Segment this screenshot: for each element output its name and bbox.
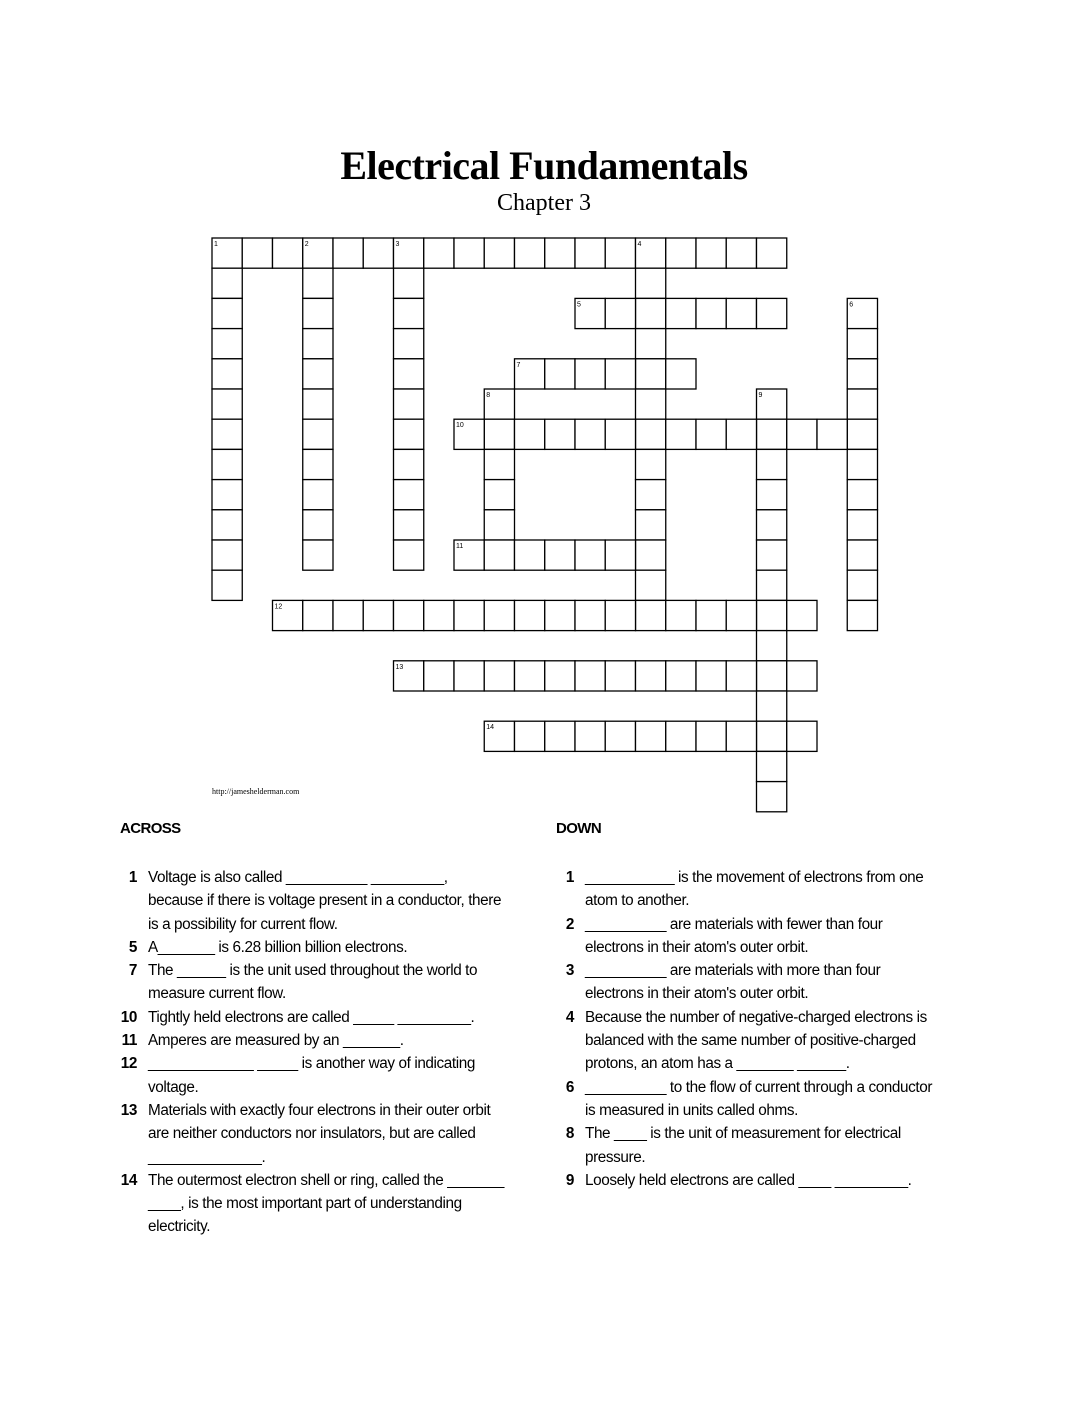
grid-cell[interactable] — [454, 661, 484, 691]
grid-clue-number: 2 — [304, 241, 309, 248]
grid-clue-number: 13 — [395, 663, 404, 671]
grid-cell[interactable] — [666, 661, 696, 691]
page-subtitle: Chapter 3 — [497, 190, 591, 216]
clue-text: __________ are materials with fewer than four electrons in their atom's outer orbit. — [585, 915, 883, 956]
grid-cell[interactable] — [212, 540, 242, 570]
grid-cell[interactable] — [847, 329, 877, 359]
grid-cell[interactable] — [847, 600, 877, 630]
clue-text: __________ are materials with more than four electrons in their atom's outer orbit. — [585, 962, 881, 1003]
grid-cell[interactable] — [847, 298, 877, 328]
grid-cell[interactable] — [726, 298, 756, 328]
clue-number: 1 — [565, 869, 574, 886]
grid-cell[interactable] — [575, 721, 605, 751]
grid-cell[interactable] — [484, 721, 514, 751]
grid-cell[interactable] — [605, 238, 635, 268]
clue-text: Loosely held electrons are called ____ _________. — [585, 1171, 912, 1189]
grid-cell[interactable] — [757, 540, 787, 570]
grid-cell[interactable] — [484, 419, 514, 449]
grid-cell[interactable] — [575, 298, 605, 328]
grid-cell[interactable] — [757, 449, 787, 479]
grid-cell[interactable] — [394, 449, 424, 479]
grid-cell[interactable] — [787, 721, 817, 751]
grid-cell[interactable] — [454, 419, 484, 449]
grid-cell[interactable] — [303, 389, 333, 419]
grid-cell[interactable] — [696, 721, 726, 751]
grid-cell[interactable] — [605, 721, 635, 751]
grid-cell[interactable] — [424, 661, 454, 691]
grid-cell[interactable] — [787, 600, 817, 630]
grid-cell[interactable] — [847, 510, 877, 540]
clue-item — [118, 866, 506, 936]
grid-cell[interactable] — [303, 419, 333, 449]
grid-cell[interactable] — [515, 600, 545, 630]
grid-cell[interactable] — [575, 359, 605, 389]
grid-cell[interactable] — [726, 238, 756, 268]
across-heading: ACROSS — [120, 820, 181, 837]
grid-cell[interactable] — [666, 419, 696, 449]
grid-cell[interactable] — [757, 600, 787, 630]
grid-cell[interactable] — [636, 238, 666, 268]
grid-cell[interactable] — [666, 298, 696, 328]
grid-cell[interactable] — [484, 238, 514, 268]
grid-cell[interactable] — [636, 570, 666, 600]
grid-cell[interactable] — [757, 480, 787, 510]
grid-cell[interactable] — [847, 540, 877, 570]
clue-number: 6 — [565, 1078, 574, 1096]
grid-clue-number: 10 — [456, 422, 464, 430]
grid-cell[interactable] — [303, 268, 333, 298]
clue-item — [555, 1169, 935, 1192]
grid-cell[interactable] — [303, 359, 333, 389]
grid-cell[interactable] — [242, 238, 272, 268]
grid-cell[interactable] — [757, 782, 787, 812]
grid-cell[interactable] — [696, 238, 726, 268]
grid-cell[interactable] — [212, 298, 242, 328]
grid-cell[interactable] — [636, 449, 666, 479]
grid-cell[interactable] — [303, 480, 333, 510]
grid-cell[interactable] — [636, 329, 666, 359]
grid-cell[interactable] — [847, 359, 877, 389]
grid-cell[interactable] — [363, 238, 393, 268]
grid-clue-number: 9 — [758, 392, 763, 399]
grid-cell[interactable] — [605, 540, 635, 570]
clue-text: __________ to the flow of current through a conductor is measured in units called ohms. — [585, 1078, 933, 1119]
grid-cell[interactable] — [545, 721, 575, 751]
clue-number: 12 — [120, 1055, 137, 1073]
grid-cell[interactable] — [847, 389, 877, 419]
grid-clue-number: 11 — [456, 543, 464, 550]
grid-cell[interactable] — [424, 600, 454, 630]
grid-cell[interactable] — [303, 238, 333, 268]
clue-number: 14 — [120, 1171, 137, 1189]
grid-cell[interactable] — [696, 298, 726, 328]
grid-cell[interactable] — [484, 480, 514, 510]
grid-cell[interactable] — [394, 480, 424, 510]
clue-item — [118, 1006, 506, 1029]
grid-cell[interactable] — [636, 359, 666, 389]
grid-clue-number: 6 — [849, 301, 854, 309]
grid-cell[interactable] — [394, 268, 424, 298]
grid-cell[interactable] — [333, 600, 363, 630]
grid-cell[interactable] — [515, 661, 545, 691]
clue-text: Materials with exactly four electrons in their outer orbit are neither conductors nor insulators, but are called ______________. — [148, 1101, 491, 1166]
grid-cell[interactable] — [363, 600, 393, 630]
grid-cell[interactable] — [545, 600, 575, 630]
grid-cell[interactable] — [515, 540, 545, 570]
grid-cell[interactable] — [394, 600, 424, 630]
grid-cell[interactable] — [394, 329, 424, 359]
grid-cell[interactable] — [757, 631, 787, 661]
grid-cell[interactable] — [303, 449, 333, 479]
clue-item — [118, 1029, 506, 1052]
clue-text: A_______ is 6.28 billion billion electrons. — [148, 938, 408, 956]
down-clue-list — [555, 866, 935, 1192]
grid-cell[interactable] — [757, 691, 787, 721]
clue-number: 11 — [121, 1032, 137, 1050]
grid-cell[interactable] — [212, 570, 242, 600]
grid-cell[interactable] — [515, 721, 545, 751]
grid-cell[interactable] — [212, 268, 242, 298]
grid-cell[interactable] — [545, 359, 575, 389]
clue-item — [555, 959, 935, 1006]
clue-text: The outermost electron shell or ring, called the _______ ____, is the most important part of understanding electricity. — [148, 1171, 504, 1236]
grid-cell[interactable] — [484, 540, 514, 570]
grid-cell[interactable] — [394, 661, 424, 691]
grid-cell[interactable] — [484, 449, 514, 479]
grid-cell[interactable] — [212, 389, 242, 419]
clue-number: 9 — [565, 1171, 574, 1189]
clue-number: 8 — [565, 1125, 574, 1143]
grid-cell[interactable] — [787, 661, 817, 691]
clue-text: Amperes are measured by an _______. — [148, 1032, 404, 1050]
grid-cell[interactable] — [636, 389, 666, 419]
grid-cell[interactable] — [515, 419, 545, 449]
grid-cell[interactable] — [212, 449, 242, 479]
grid-cell[interactable] — [575, 238, 605, 268]
clue-text: Because the number of negative-charged electrons is balanced with the same number of positive-charged protons, an atom has a _______ ______. — [585, 1008, 927, 1073]
grid-cell[interactable] — [424, 238, 454, 268]
clue-number: 1 — [128, 869, 137, 886]
clue-text: ___________ is the movement of electrons from one atom to another. — [585, 869, 924, 910]
grid-cell[interactable] — [817, 419, 847, 449]
grid-cell[interactable] — [303, 600, 333, 630]
grid-cell[interactable] — [666, 359, 696, 389]
grid-cell[interactable] — [757, 298, 787, 328]
grid-cell[interactable] — [636, 510, 666, 540]
clue-number: 3 — [565, 962, 574, 980]
grid-cell[interactable] — [484, 661, 514, 691]
grid-cell[interactable] — [484, 600, 514, 630]
clue-item — [118, 1169, 506, 1239]
clue-number: 4 — [565, 1008, 574, 1026]
clue-number: 2 — [565, 915, 574, 933]
grid-cell[interactable] — [847, 449, 877, 479]
grid-cell[interactable] — [212, 510, 242, 540]
grid-cell[interactable] — [333, 238, 363, 268]
grid-cell[interactable] — [394, 238, 424, 268]
grid-cell[interactable] — [757, 389, 787, 419]
grid-cell[interactable] — [636, 480, 666, 510]
grid-cell[interactable] — [847, 480, 877, 510]
clue-item — [555, 1076, 935, 1123]
clue-number: 13 — [120, 1101, 137, 1119]
grid-cell[interactable] — [303, 329, 333, 359]
clue-item — [555, 1006, 935, 1076]
grid-cell[interactable] — [273, 238, 303, 268]
clue-text: The ____ is the unit of measurement for electrical pressure. — [585, 1125, 901, 1166]
grid-cell[interactable] — [575, 540, 605, 570]
grid-cell[interactable] — [636, 600, 666, 630]
grid-cell[interactable] — [726, 419, 756, 449]
grid-cell[interactable] — [636, 298, 666, 328]
across-clue-list — [118, 866, 506, 1239]
grid-cell[interactable] — [212, 480, 242, 510]
grid-cell[interactable] — [696, 661, 726, 691]
grid-cell[interactable] — [212, 238, 242, 268]
grid-cell[interactable] — [303, 298, 333, 328]
clue-text: The ______ is the unit used throughout the world to measure current flow. — [148, 962, 478, 1003]
grid-clue-number: 14 — [486, 724, 495, 732]
grid-cell[interactable] — [847, 570, 877, 600]
grid-cell[interactable] — [605, 359, 635, 389]
grid-cell[interactable] — [303, 510, 333, 540]
grid-cell[interactable] — [545, 238, 575, 268]
grid-cell[interactable] — [757, 751, 787, 781]
grid-cell[interactable] — [484, 510, 514, 540]
source-url: http://jameshelderman.com — [212, 787, 300, 796]
grid-cell[interactable] — [605, 298, 635, 328]
grid-cell[interactable] — [545, 540, 575, 570]
grid-cell[interactable] — [515, 238, 545, 268]
grid-cell[interactable] — [605, 661, 635, 691]
clue-number: 10 — [120, 1008, 137, 1026]
grid-cell[interactable] — [757, 661, 787, 691]
grid-cell[interactable] — [757, 238, 787, 268]
grid-cell[interactable] — [454, 540, 484, 570]
clue-item — [555, 866, 935, 913]
grid-cell[interactable] — [273, 600, 303, 630]
clue-item — [118, 1052, 506, 1099]
grid-cell[interactable] — [757, 419, 787, 449]
grid-clue-number: 12 — [274, 603, 283, 611]
grid-clue-number: 8 — [486, 392, 491, 399]
grid-cell[interactable] — [394, 298, 424, 328]
grid-cell[interactable] — [636, 268, 666, 298]
clue-text: Voltage is also called __________ _________, because if there is voltage present in a conductor, there is a possibility for current flow. — [148, 869, 502, 933]
clue-item — [118, 936, 506, 959]
clue-item — [118, 1099, 506, 1169]
grid-cell[interactable] — [394, 419, 424, 449]
grid-cell[interactable] — [757, 721, 787, 751]
grid-cell[interactable] — [575, 419, 605, 449]
grid-cell[interactable] — [454, 238, 484, 268]
grid-clue-number: 4 — [637, 241, 642, 248]
grid-clue-number: 7 — [516, 361, 521, 369]
grid-cell[interactable] — [484, 389, 514, 419]
clue-item — [555, 1122, 935, 1169]
grid-cell[interactable] — [394, 359, 424, 389]
clue-text: _____________ _____ is another way of indicating voltage. — [148, 1055, 475, 1096]
page-title: Electrical Fundamentals — [340, 143, 748, 188]
grid-cell[interactable] — [454, 600, 484, 630]
grid-cell[interactable] — [636, 661, 666, 691]
clue-text: Tightly held electrons are called _____ _________. — [148, 1008, 475, 1026]
grid-cell[interactable] — [696, 600, 726, 630]
grid-cell[interactable] — [515, 359, 545, 389]
grid-cell[interactable] — [212, 359, 242, 389]
clue-number: 7 — [128, 962, 137, 980]
grid-cell[interactable] — [666, 238, 696, 268]
grid-cell[interactable] — [666, 721, 696, 751]
grid-cell[interactable] — [545, 661, 575, 691]
grid-cell[interactable] — [726, 721, 756, 751]
grid-cell[interactable] — [394, 389, 424, 419]
grid-cell[interactable] — [575, 661, 605, 691]
grid-cell[interactable] — [787, 419, 817, 449]
grid-cell[interactable] — [303, 540, 333, 570]
grid-cell[interactable] — [212, 419, 242, 449]
grid-cell[interactable] — [757, 510, 787, 540]
grid-clue-number: 3 — [395, 241, 400, 248]
grid-cell[interactable] — [757, 570, 787, 600]
grid-cell[interactable] — [726, 600, 756, 630]
grid-cell[interactable] — [545, 419, 575, 449]
grid-cell[interactable] — [394, 540, 424, 570]
grid-cell[interactable] — [636, 419, 666, 449]
grid-cell[interactable] — [636, 721, 666, 751]
grid-cell[interactable] — [605, 419, 635, 449]
grid-clue-number: 5 — [577, 301, 581, 309]
down-heading: DOWN — [556, 820, 602, 837]
clue-item — [555, 913, 935, 960]
grid-cell[interactable] — [726, 661, 756, 691]
grid-clue-number: 1 — [214, 241, 218, 248]
clue-number: 5 — [128, 938, 137, 956]
grid-cell[interactable] — [636, 540, 666, 570]
grid-cell[interactable] — [605, 600, 635, 630]
grid-cell[interactable] — [666, 600, 696, 630]
grid-cell[interactable] — [575, 600, 605, 630]
grid-cell[interactable] — [847, 419, 877, 449]
clue-item — [118, 959, 506, 1006]
grid-cell[interactable] — [212, 329, 242, 359]
grid-cell[interactable] — [696, 419, 726, 449]
grid-cell[interactable] — [394, 510, 424, 540]
